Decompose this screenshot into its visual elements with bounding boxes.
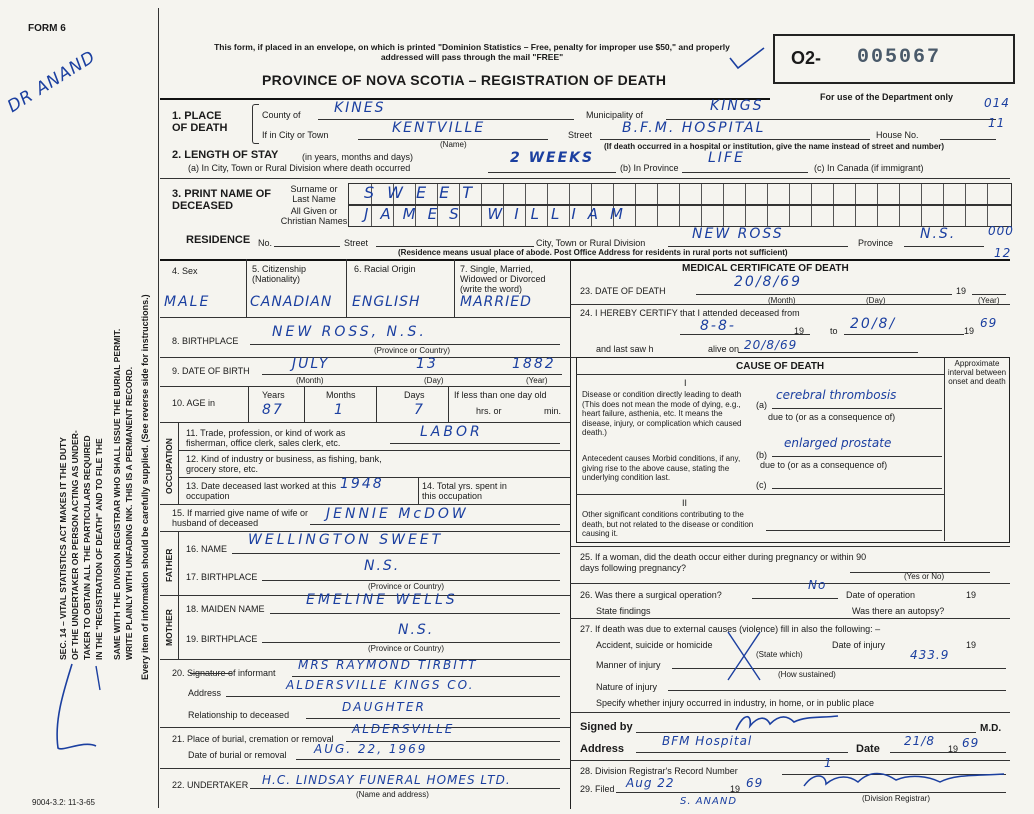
operation-19: 19: [966, 590, 977, 600]
relationship-label: Relationship to deceased: [188, 710, 290, 720]
min-label: min.: [544, 406, 562, 416]
injury-date-label: Date of injury: [832, 640, 886, 650]
side-text-3: TAKER TO OBTAIN ALL THE PARTICULARS REQUIRED: [82, 435, 92, 660]
age-years: 87: [262, 402, 284, 418]
side-text-6: WRITE PLAINLY WITH UNFADING INK. THIS IS A PERMANENT RECORD.: [124, 366, 134, 660]
v-mother: [178, 595, 179, 659]
initials-scribble: [44, 660, 114, 760]
cause-of-death-title: CAUSE OF DEATH: [736, 361, 825, 372]
letter-box-divider: [701, 206, 702, 226]
residence-label: RESIDENCE: [186, 234, 251, 246]
margin-note: DR ANAND: [4, 46, 100, 117]
res-dept-code-1: 000: [988, 224, 1014, 238]
strikeout: [190, 673, 232, 674]
filed-year: 69: [746, 776, 764, 790]
other-rule: [766, 530, 942, 531]
letter-box-divider: [855, 206, 856, 226]
specify-label: Specify whether injury occurred in industry, in home, or in public place: [596, 698, 874, 708]
residence-street-label: Street: [344, 238, 369, 248]
marital-label: 7. Single, Married, Widowed or Divorced (write the word): [460, 264, 546, 294]
phys-addr-rule: [636, 752, 848, 753]
letter-box-divider: [701, 184, 702, 204]
manner-label: Manner of injury: [596, 660, 661, 670]
signed-rule: [636, 732, 976, 733]
street-rule: [600, 139, 870, 140]
father-name-label: 16. NAME: [186, 544, 228, 554]
filed-19: 19: [730, 784, 741, 794]
house-rule: [940, 139, 996, 140]
inf-rule-2: [226, 696, 560, 697]
v-4: [246, 259, 247, 317]
municipality-value: KINGS: [710, 98, 764, 114]
dod-day-sub: (Day): [866, 296, 886, 305]
v-age4: [448, 386, 449, 422]
letter-box-divider: [987, 206, 988, 226]
trade-rule: [390, 443, 560, 444]
side-text-2: OF THE UNDERTAKER OR PERSON ACTING AS UNDER-: [70, 430, 80, 660]
surgery-value: No: [808, 578, 827, 592]
attended-to: 20/8/: [850, 316, 897, 332]
inf-rule-1: [292, 676, 560, 677]
physician-address: BFM Hospital: [662, 734, 753, 748]
letter-box-divider: [569, 184, 570, 204]
mother-bp-sub: (Province or Country): [368, 644, 445, 653]
letter-box-divider: [921, 206, 922, 226]
surgery-rule: [752, 598, 838, 599]
birthplace-value: NEW ROSS, N.S.: [272, 324, 427, 340]
interval-divider: [944, 357, 945, 541]
occupation-side-label: OCCUPATION: [164, 438, 174, 494]
roman-2: II: [682, 498, 688, 508]
dod-year-sub: (Year): [978, 296, 1000, 305]
side-text-5: SAME WITH THE DIVISION REGISTRAR WHO SHALL ISSUE THE BURIAL PERMIT.: [112, 328, 122, 660]
surname-label: Surname or Last Name: [290, 184, 338, 204]
alive-on-label: alive on: [708, 344, 740, 354]
v-5: [346, 259, 347, 317]
age-days: 7: [414, 402, 425, 418]
filed-date: Aug 22: [626, 776, 675, 790]
rule-r4: [160, 422, 570, 423]
street-label: Street: [568, 130, 593, 140]
years-in-occ-label: 14. Total yrs. spent in this occupation: [422, 481, 507, 501]
dod-rule: [696, 294, 952, 295]
cause-c-rule: [772, 488, 942, 489]
letter-box-divider: [613, 184, 614, 204]
cause-b-value: enlarged prostate: [784, 436, 892, 450]
cert-date: 21/8: [904, 734, 935, 748]
surname-value: SWEET: [364, 183, 485, 202]
form-title: PROVINCE OF NOVA SCOTIA – REGISTRATION OF DEATH: [262, 72, 667, 88]
mother-bp-label: 19. BIRTHPLACE: [186, 634, 258, 644]
sex-value: MALE: [164, 294, 211, 310]
letter-box-divider: [921, 184, 922, 204]
burial-date-value: AUG. 22, 1969: [314, 742, 428, 756]
stay-a-value: 2 WEEKS: [510, 150, 595, 166]
letter-box-divider: [723, 206, 724, 226]
last-worked-label: 13. Date deceased last worked at this occupation: [186, 481, 337, 501]
residence-city-label: City, Town or Rural Division: [536, 238, 646, 248]
other-conditions-label: Other significant conditions contributing to the death, but not related to the disease or condition causing it.: [582, 510, 754, 538]
medical-certificate-title: MEDICAL CERTIFICATE OF DEATH: [682, 263, 849, 274]
letter-box-divider: [635, 206, 636, 226]
registrar-record-value: 1: [824, 756, 833, 770]
rule-r5: [178, 450, 570, 451]
physician-address-label: Address: [580, 743, 625, 755]
father-bp-rule: [262, 580, 560, 581]
undertaker-rule: [250, 788, 560, 789]
informant-address-label: Address: [188, 688, 222, 698]
attended-label: 24. I HEREBY CERTIFY that I attended deceased from: [580, 308, 800, 318]
burial-place-value: ALDERSVILLE: [352, 722, 455, 736]
racial-origin-value: ENGLISH: [352, 294, 421, 310]
attended-to-19: 19: [964, 326, 975, 336]
city-value: KENTVILLE: [392, 120, 486, 136]
registration-number: 005067: [857, 46, 942, 69]
cause-a-label: (a): [756, 400, 767, 410]
registration-number-box: [773, 34, 1015, 84]
informant-name: MRS RAYMOND TIRBITT: [298, 658, 478, 672]
letter-box-divider: [943, 206, 944, 226]
cause-c-label: (c): [756, 480, 767, 490]
dob-year: 1882: [512, 356, 556, 372]
registration-prefix: O2-: [791, 48, 822, 68]
dod-month-sub: (Month): [768, 296, 796, 305]
residence-province-label: Province: [858, 238, 894, 248]
spouse-rule: [310, 524, 560, 525]
interval-label: Approximate interval between onset and death: [947, 359, 1007, 386]
manner-rule: [672, 668, 1006, 669]
state-which-sub: (State which): [756, 650, 803, 659]
rule-m4: [570, 583, 1010, 584]
citizenship-value: CANADIAN: [250, 294, 333, 310]
res-dept-code-2: 12: [994, 246, 1012, 260]
letter-box-divider: [899, 184, 900, 204]
house-no-label: House No.: [876, 130, 919, 140]
dept-code-1: 014: [984, 96, 1010, 110]
letter-box-divider: [789, 184, 790, 204]
residence-province-value: N.S.: [920, 226, 957, 242]
letter-box-divider: [745, 206, 746, 226]
mother-name-label: 18. MAIDEN NAME: [186, 604, 265, 614]
less-than-day-label: If less than one day old: [454, 390, 547, 400]
residence-no-label: No.: [258, 238, 273, 248]
due-to-1: due to (or as a consequence of): [768, 412, 896, 422]
md-label: M.D.: [980, 723, 1002, 734]
check-mark-icon: [728, 46, 768, 72]
res-prov-rule: [904, 246, 984, 247]
age-months: 1: [334, 402, 345, 418]
last-worked-value: 1948: [340, 476, 384, 492]
letter-box-divider: [833, 206, 834, 226]
v-age3: [376, 386, 377, 422]
cause-a-value: cerebral thrombosis: [776, 388, 897, 402]
rule-r7: [160, 504, 570, 505]
father-bp-sub: (Province or Country): [368, 582, 445, 591]
place-of-death-label: 1. PLACE OF DEATH: [172, 110, 228, 134]
father-name-value: WELLINGTON SWEET: [248, 532, 444, 548]
sex-label: 4. Sex: [172, 266, 198, 276]
letter-box-divider: [679, 184, 680, 204]
stay-b-rule: [682, 172, 808, 173]
trade-label: 11. Trade, profession, or kind of work as fisherman, office clerk, sales clerk, etc.: [186, 428, 346, 448]
rule-r3: [160, 386, 570, 387]
attended-to-label: to: [830, 326, 838, 336]
inf-rule-3: [306, 718, 560, 719]
cert-date-year: 69: [962, 736, 980, 750]
external-causes-label: 27. If death was due to external causes (violence) fill in also the following: –: [580, 624, 881, 634]
last-saw-value: 20/8/69: [744, 338, 798, 352]
city-name-sub: (Name): [440, 140, 467, 149]
cause-b-label: (b): [756, 450, 767, 460]
cause-code: 433.9: [910, 648, 950, 662]
registrar-stamp: S. ANAND: [680, 796, 738, 807]
rule-3: [160, 178, 1010, 179]
dob-day-sub: (Day): [424, 376, 444, 385]
marital-value: MARRIED: [460, 294, 532, 310]
birthplace-label: 8. BIRTHPLACE: [172, 336, 239, 346]
cause-title-rule: [576, 374, 944, 375]
letter-box-divider: [591, 184, 592, 204]
print-name-label: 3. PRINT NAME OF DECEASED: [172, 188, 272, 212]
injury-19: 19: [966, 640, 977, 650]
stay-b-label: (b) In Province: [620, 163, 679, 173]
letter-box-divider: [833, 184, 834, 204]
v-age2: [304, 386, 305, 422]
letter-box-divider: [811, 206, 812, 226]
res-city-rule: [668, 246, 848, 247]
mother-bp-value: N.S.: [398, 622, 435, 638]
letter-box-divider: [943, 184, 944, 204]
how-sustained-sub: (How sustained): [778, 670, 836, 679]
spouse-value: JENNIE McDOW: [326, 506, 469, 522]
left-margin-rule: [158, 8, 159, 808]
attended-19: 19: [794, 326, 805, 336]
letter-box-divider: [745, 184, 746, 204]
informant-address: ALDERSVILLE KINGS CO.: [286, 678, 475, 692]
father-bp-value: N.S.: [364, 558, 401, 574]
undertaker-label: 22. UNDERTAKER: [172, 780, 249, 790]
nature-rule: [668, 690, 1006, 691]
rule-r12: [160, 768, 570, 769]
trade-value: LABOR: [420, 424, 483, 440]
age-days-label: Days: [404, 390, 425, 400]
rule-top: [160, 98, 770, 100]
undertaker-sub: (Name and address): [356, 790, 429, 799]
dob-day: 13: [416, 356, 438, 372]
autopsy-label: Was there an autopsy?: [852, 606, 945, 616]
residence-city-value: NEW ROSS: [692, 226, 784, 242]
yes-no-sub: (Yes or No): [904, 572, 945, 581]
letter-box-divider: [679, 206, 680, 226]
letter-box-divider: [965, 206, 966, 226]
cert-date-rule: [890, 752, 1006, 753]
filed-label: 29. Filed: [580, 784, 615, 794]
center-divider: [570, 259, 571, 809]
county-value: KINES: [334, 100, 386, 116]
surgery-label: 26. Was there a surgical operation?: [580, 590, 722, 600]
findings-label: State findings: [596, 606, 651, 616]
operation-date-label: Date of operation: [846, 590, 916, 600]
rule-m7: [570, 760, 1010, 761]
dept-code-2: 11: [988, 116, 1006, 130]
roman-2-rule: [576, 494, 944, 495]
rule-grid-top: [160, 259, 1010, 261]
letter-box-divider: [767, 206, 768, 226]
mother-name-value: EMELINE WELLS: [306, 592, 458, 608]
form-number: FORM 6: [28, 23, 66, 34]
given-names-label: All Given or Christian Names: [280, 206, 348, 226]
letter-box-divider: [965, 184, 966, 204]
stay-a-label: (a) In City, Town or Rural Division where death occurred: [188, 163, 411, 173]
letter-box-divider: [987, 184, 988, 204]
stay-b-value: LIFE: [708, 150, 745, 166]
accident-label: Accident, suicide or homicide: [596, 640, 713, 650]
letter-box-divider: [503, 184, 504, 204]
bp-rule: [250, 344, 560, 345]
mother-name-rule: [270, 613, 560, 614]
date-of-death-value: 20/8/69: [734, 274, 802, 290]
dob-label: 9. DATE OF BIRTH: [172, 366, 250, 376]
county-label: County of: [262, 110, 301, 120]
cause-a-rule: [772, 408, 942, 409]
v-father: [178, 531, 179, 595]
father-side-label: FATHER: [164, 548, 174, 582]
dod-19: 19: [956, 286, 967, 296]
city-label: If in City or Town: [262, 130, 329, 140]
last-saw-label: and last saw h: [596, 344, 654, 354]
dob-month-sub: (Month): [296, 376, 324, 385]
burial-place-label: 21. Place of burial, cremation or removal: [172, 734, 334, 744]
institution-note: (If death occurred in a hospital or institution, give the name instead of street and number): [604, 142, 945, 151]
letter-box-divider: [789, 206, 790, 226]
letter-box-divider: [635, 184, 636, 204]
length-of-stay-label: 2. LENGTH OF STAY: [172, 149, 279, 161]
given-names-value: JAMES WILLIAM: [364, 205, 635, 223]
v-occ: [178, 422, 179, 504]
side-text-4: IN THE "REGISTRATION OF DEATH" AND TO FILE THE: [94, 438, 104, 660]
rule-r1: [160, 317, 570, 318]
lastsaw-rule: [738, 352, 918, 353]
racial-origin-label: 6. Racial Origin: [354, 264, 416, 274]
letter-box-divider: [723, 184, 724, 204]
attended-year: 69: [980, 316, 998, 330]
att-to-rule: [844, 334, 964, 335]
stay-a-rule: [488, 172, 616, 173]
age-months-label: Months: [326, 390, 356, 400]
antecedent-label: Antecedent causes Morbid conditions, if any, giving rise to the above cause, stating the underlying condition last.: [582, 454, 741, 482]
letter-box-divider: [811, 184, 812, 204]
birthplace-sub: (Province or Country): [374, 346, 451, 355]
letter-box-divider: [877, 206, 878, 226]
brace: [252, 104, 259, 144]
due-to-2: due to (or as a consequence of): [760, 460, 888, 470]
pregnancy-label: 25. If a woman, did the death occur either during pregnancy or within 90 days following pregnancy?: [580, 552, 867, 573]
attended-from: 8-8-: [700, 318, 736, 334]
age-years-label: Years: [262, 390, 285, 400]
v-6: [454, 259, 455, 317]
letter-box-divider: [525, 184, 526, 204]
letter-box-divider: [657, 206, 658, 226]
mail-notice: This form, if placed in an envelope, on which is printed "Dominion Statistics – Free, penalty for improper use $50," and properly addressed will pass through the mail "FREE": [214, 42, 730, 62]
nature-label: Nature of injury: [596, 682, 658, 692]
v-age1: [248, 386, 249, 422]
hrs-label: hrs. or: [476, 406, 502, 416]
rule-r2: [160, 357, 570, 358]
letter-box-divider: [855, 184, 856, 204]
cause-b-rule: [772, 456, 942, 457]
att-from-rule: [680, 334, 810, 335]
letter-box-divider: [547, 184, 548, 204]
letter-box-divider: [877, 184, 878, 204]
letter-box-divider: [899, 206, 900, 226]
length-of-stay-sub: (in years, months and days): [302, 152, 414, 162]
father-bp-label: 17. BIRTHPLACE: [186, 572, 258, 582]
burial-date-label: Date of burial or removal: [188, 750, 287, 760]
cross-out-icon: [724, 628, 764, 684]
age-label: 10. AGE in: [172, 398, 216, 408]
division-registrar-sub: (Division Registrar): [862, 794, 931, 803]
department-use-label: For use of the Department only: [820, 92, 954, 102]
rule-m5: [570, 618, 1010, 619]
direct-cause-label: Disease or condition directly leading to death (This does not mean the mode of dying, e.g., heart failure, asthenia, etc. It means the disease, injury, or complication which caused death.): [582, 390, 742, 437]
registrar-record-label: 28. Division Registrar's Record Number: [580, 766, 738, 776]
dob-month: JULY: [292, 356, 330, 372]
mother-side-label: MOTHER: [164, 609, 174, 646]
side-text-7: Every item of information should be carefully supplied. (See reverse side for instructions.): [140, 294, 150, 680]
res-no-rule: [274, 246, 340, 247]
burial-rule-2: [296, 759, 560, 760]
letter-box-divider: [767, 184, 768, 204]
spouse-label: 15. If married give name of wife or husband of deceased: [172, 508, 309, 528]
dob-rule: [262, 374, 562, 375]
citizenship-label: 5. Citizenship (Nationality): [252, 264, 307, 284]
form-code: 9004-3.2: 11-3-65: [32, 798, 96, 807]
side-text-1: SEC. 14 – VITAL STATISTICS ACT MAKES IT THE DUTY: [58, 437, 68, 660]
municipality-label: Municipality of: [586, 110, 644, 120]
stay-c-label: (c) In Canada (if immigrant): [814, 163, 924, 173]
mother-bp-rule: [262, 642, 560, 643]
dob-year-sub: (Year): [526, 376, 548, 385]
residence-note: (Residence means usual place of abode. Post Office Address for residents in rural ports not sufficient): [398, 248, 788, 257]
cert-19: 19: [948, 744, 959, 754]
relationship-value: DAUGHTER: [342, 700, 426, 714]
informant-label: 20. Signature of informant: [172, 668, 276, 678]
filed-rule: [616, 792, 1006, 793]
undertaker-value: H.C. LINDSAY FUNERAL HOMES LTD.: [262, 773, 511, 787]
signed-by-label: Signed by: [580, 721, 633, 733]
dod-yr-rule: [972, 294, 1006, 295]
cert-date-label: Date: [856, 743, 880, 755]
rule-m1: [570, 304, 1010, 305]
res-street-rule: [376, 246, 534, 247]
rule-m3: [570, 546, 1010, 547]
industry-label: 12. Kind of industry or business, as fishing, bank, grocery store, etc.: [186, 454, 382, 474]
v-14: [418, 477, 419, 504]
street-value: B.F.M. HOSPITAL: [622, 120, 766, 136]
roman-1: I: [684, 378, 687, 388]
father-name-rule: [232, 553, 560, 554]
letter-box-divider: [657, 184, 658, 204]
date-of-death-label: 23. DATE OF DEATH: [580, 286, 666, 296]
